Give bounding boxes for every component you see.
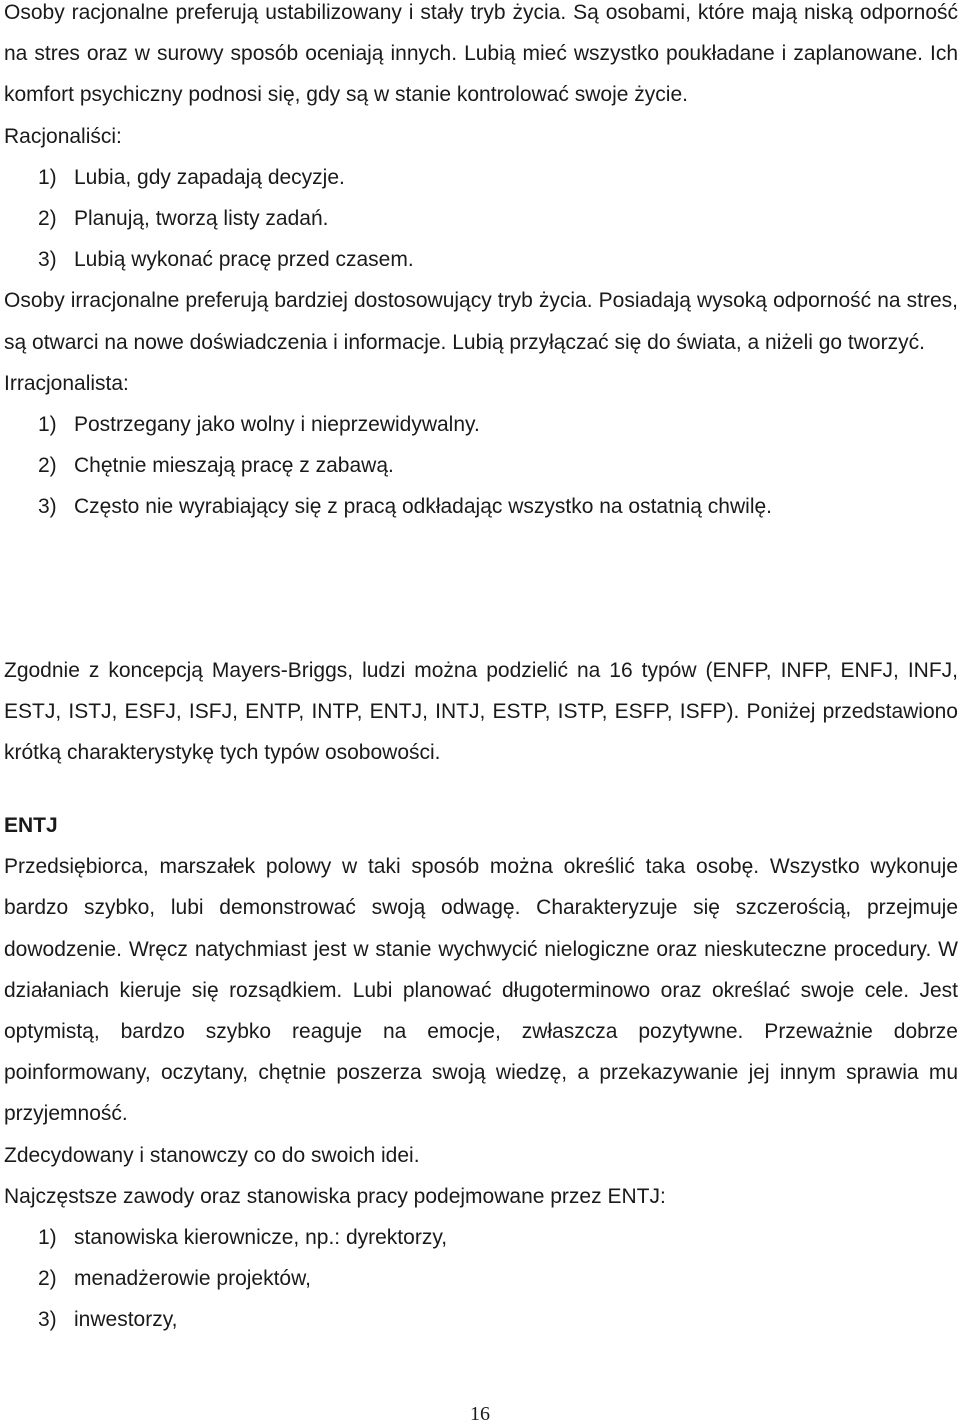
list-item — [4, 198, 958, 239]
list-item-number: 2) — [38, 454, 57, 478]
list-item — [4, 404, 958, 445]
list-item-text: Lubią wykonać pracę przed czasem. — [74, 248, 414, 272]
list-item — [4, 157, 958, 198]
list-item-text: stanowiska kierownicze, np.: dyrektorzy, — [74, 1226, 448, 1250]
list-item-text: Lubia, gdy zapadają decyzje. — [74, 165, 345, 189]
list-item-text: inwestorzy, — [74, 1308, 178, 1332]
list-item-number: 3) — [38, 248, 57, 272]
list-item-text: menadżerowie projektów, — [74, 1267, 311, 1291]
list-item-text: Chętnie mieszają pracę z zabawą. — [74, 454, 394, 478]
list-item-text: Planują, tworzą listy zadań. — [74, 207, 329, 231]
list-item — [4, 486, 958, 527]
irrational-label: Irracjonalista: — [4, 371, 129, 395]
list-item — [4, 239, 958, 280]
rational-intro-paragraph: Osoby racjonalne preferują ustabilizowany i stały tryb życia. Są osobami, które mają niską odporność na stres oraz w surowy sposób oceniają innych. Lubią mieć wszystko poukładane i zaplanowane. Ich komfort psychiczny podnosi się, gdy są w stanie kontrolować swoje życie. — [4, 1, 958, 107]
list-item — [4, 445, 958, 486]
irrational-list — [4, 404, 958, 528]
section-entj — [4, 805, 958, 1341]
list-item-number: 3) — [38, 495, 57, 519]
list-item — [4, 1217, 958, 1258]
entj-jobs-list — [4, 1217, 958, 1341]
list-item-number: 1) — [38, 1226, 57, 1250]
list-item-number: 1) — [38, 413, 57, 437]
entj-heading: ENTJ — [4, 814, 58, 837]
list-item-text: Często nie wyrabiający się z pracą odkładając wszystko na ostatnią chwilę. — [74, 495, 772, 519]
entj-last-line: Zdecydowany i stanowczy co do swoich idei. — [4, 1143, 420, 1167]
list-item — [4, 1258, 958, 1299]
irrational-intro-paragraph: Osoby irracjonalne preferują bardziej dostosowujący tryb życia. Posiadają wysoką odporność na stres, są otwarci na nowe doświadczenia i informacje. Lubią przyłączać się do świata, a niżeli go tworzyć. — [4, 289, 958, 354]
section-personality-types — [4, 0, 958, 528]
list-item-number: 2) — [38, 207, 57, 231]
entj-jobs-label: Najczęstsze zawody oraz stanowiska pracy podejmowane przez ENTJ: — [4, 1184, 666, 1208]
list-item-number: 2) — [38, 1267, 57, 1291]
mbti-paragraph: Zgodnie z koncepcją Mayers-Briggs, ludzi można podzielić na 16 typów (ENFP, INFP, ENFJ, INFJ, ESTJ, ISTJ, ESFJ, ISFJ, ENTP, INTP, ENTJ, INTJ, ESTP, ISTP, ESFP, ISFP). Poniżej przedstawiono krótką charakterystykę tych typów osobowości. — [4, 659, 958, 765]
entj-description-paragraph: Przedsiębiorca, marszałek polowy w taki sposób można określić taka osobę. Wszystko wykonuje bardzo szybko, lubi demonstrować swoją odwagę. Charakteryzuje się szczerością, przejmuje dowodzenie. Wręcz natychmiast jest w stanie wychwycić nielogiczne oraz nieskuteczne procedury. W działaniach kieruje się rozsądkiem. Lubi planować długoterminowo oraz określać swoje cele. Jest optymistą, bardzo szybko reaguje na emocje, zwłaszcza pozytywne. Przeważnie dobrze poinformowany, oczytany, chętnie poszerza swoją wiedzę, a przekazywanie jej innym sprawia mu przyjemność. — [4, 855, 958, 1126]
section-mbti — [4, 650, 958, 774]
rational-label: Racjonaliści: — [4, 124, 122, 148]
list-item-number: 3) — [38, 1308, 57, 1332]
rational-list — [4, 157, 958, 281]
list-item-number: 1) — [38, 165, 57, 189]
page-number: 16 — [470, 1403, 490, 1425]
list-item-text: Postrzegany jako wolny i nieprzewidywalny. — [74, 413, 480, 437]
list-item — [4, 1299, 958, 1340]
